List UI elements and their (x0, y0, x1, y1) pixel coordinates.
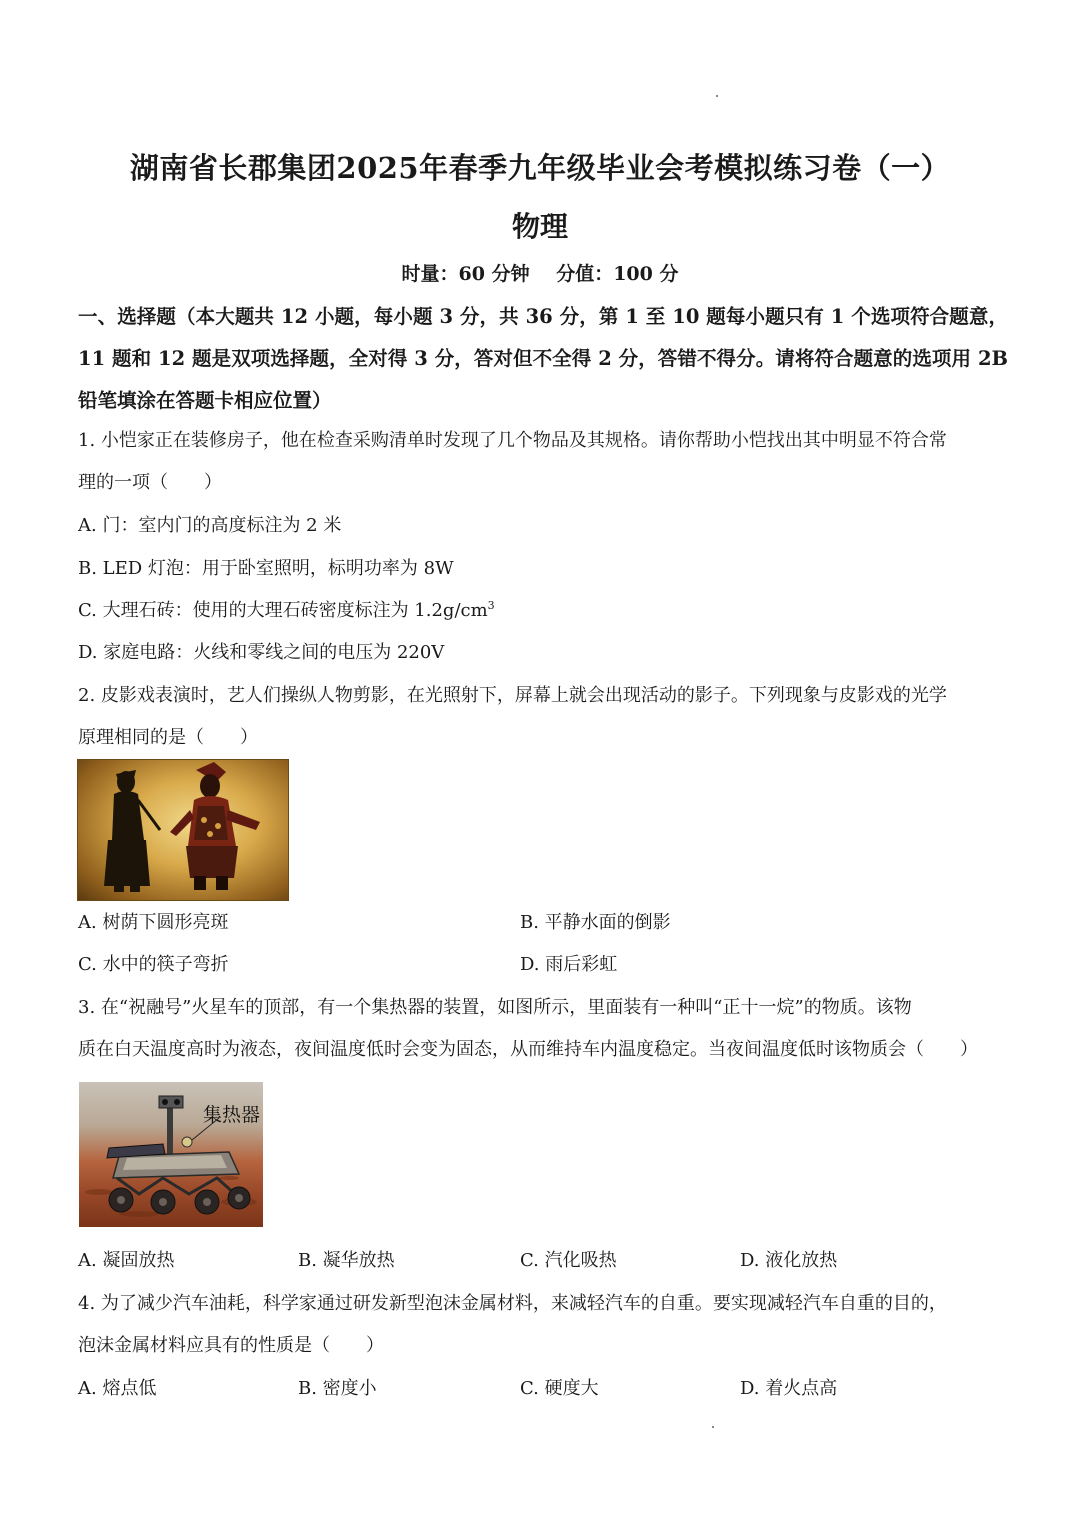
q4-option-c: C. 硬度大 (520, 1378, 599, 1399)
q1-option-c-text: C. 大理石砖：使用的大理石砖密度标注为 1.2g/cm (78, 600, 488, 621)
q2-option-b: B. 平静水面的倒影 (520, 912, 671, 933)
q4-option-a: A. 熔点低 (78, 1378, 157, 1399)
q3-option-c: C. 汽化吸热 (520, 1250, 617, 1271)
q1-option-c (78, 590, 495, 632)
collector-label: 集热器 (203, 1104, 261, 1126)
scan-speck (712, 1426, 714, 1428)
shadow-puppet-image (77, 759, 289, 901)
q2-stem-line2: 原理相同的是（ ） (78, 727, 258, 748)
q3-stem-line2: 质在白天温度高时为液态，夜间温度低时会变为固态，从而维持车内温度稳定。当夜间温度低时该物质会（ ） (78, 1039, 978, 1060)
exam-time: 时量：60 分钟 (401, 263, 530, 285)
q1-stem-line1: 1. 小恺家正在装修房子，他在检查采购清单时发现了几个物品及其规格。请你帮助小恺找出其中明显不符合常 (78, 430, 947, 451)
section-heading: 一、选择题（本大题共 12 小题，每小题 3 分，共 36 分，第 1 至 10 题每小题只有 1 个选项符合题意，11 题和 12 题是双项选择题，全对得 3 分，答对但不全得 2 分，答错不得分。请将符合题意的选项用 2B 铅笔填涂在答题卡相应位置） (78, 305, 1008, 412)
exam-score: 分值：100 分 (556, 263, 679, 285)
q2-option-a: A. 树荫下圆形亮斑 (78, 912, 229, 933)
subject-title: 物理 (511, 210, 568, 243)
q4-option-d: D. 着火点高 (740, 1378, 838, 1399)
shadow-puppet-figures-icon (78, 760, 288, 900)
q1-option-d: D. 家庭电路：火线和零线之间的电压为 220V (78, 642, 445, 663)
q2-stem-line1: 2. 皮影戏表演时，艺人们操纵人物剪影，在光照射下，屏幕上就会出现活动的影子。下列现象与皮影戏的光学 (78, 685, 947, 706)
scan-speck (716, 95, 718, 97)
q1-stem-line2: 理的一项（ ） (78, 472, 222, 493)
q2-option-c: C. 水中的筷子弯折 (78, 954, 229, 975)
q4-stem-line2: 泡沫金属材料应具有的性质是（ ） (78, 1335, 384, 1356)
q3-stem-line1: 3. 在“祝融号”火星车的顶部，有一个集热器的装置，如图所示，里面装有一种叫“正十一烷”的物质。该物 (78, 997, 912, 1018)
q3-option-d: D. 液化放热 (740, 1250, 838, 1271)
q1-option-c-sup: 3 (487, 599, 495, 612)
exam-title: 湖南省长郡集团2025年春季九年级毕业会考模拟练习卷（一） (129, 151, 951, 185)
q3-option-a: A. 凝固放热 (78, 1250, 175, 1271)
q4-stem-line1: 4. 为了减少汽车油耗，科学家通过研发新型泡沫金属材料，来减轻汽车的自重。要实现减轻汽车自重的目的， (78, 1293, 947, 1314)
q4-option-b: B. 密度小 (298, 1378, 377, 1399)
q1-option-a: A. 门：室内门的高度标注为 2 米 (78, 515, 342, 536)
q3-option-b: B. 凝华放热 (298, 1250, 395, 1271)
mars-rover-image (79, 1082, 263, 1227)
exam-meta (0, 259, 1080, 286)
q1-option-b: B. LED 灯泡：用于卧室照明，标明功率为 8W (78, 558, 454, 579)
q2-option-d: D. 雨后彩虹 (520, 954, 618, 975)
